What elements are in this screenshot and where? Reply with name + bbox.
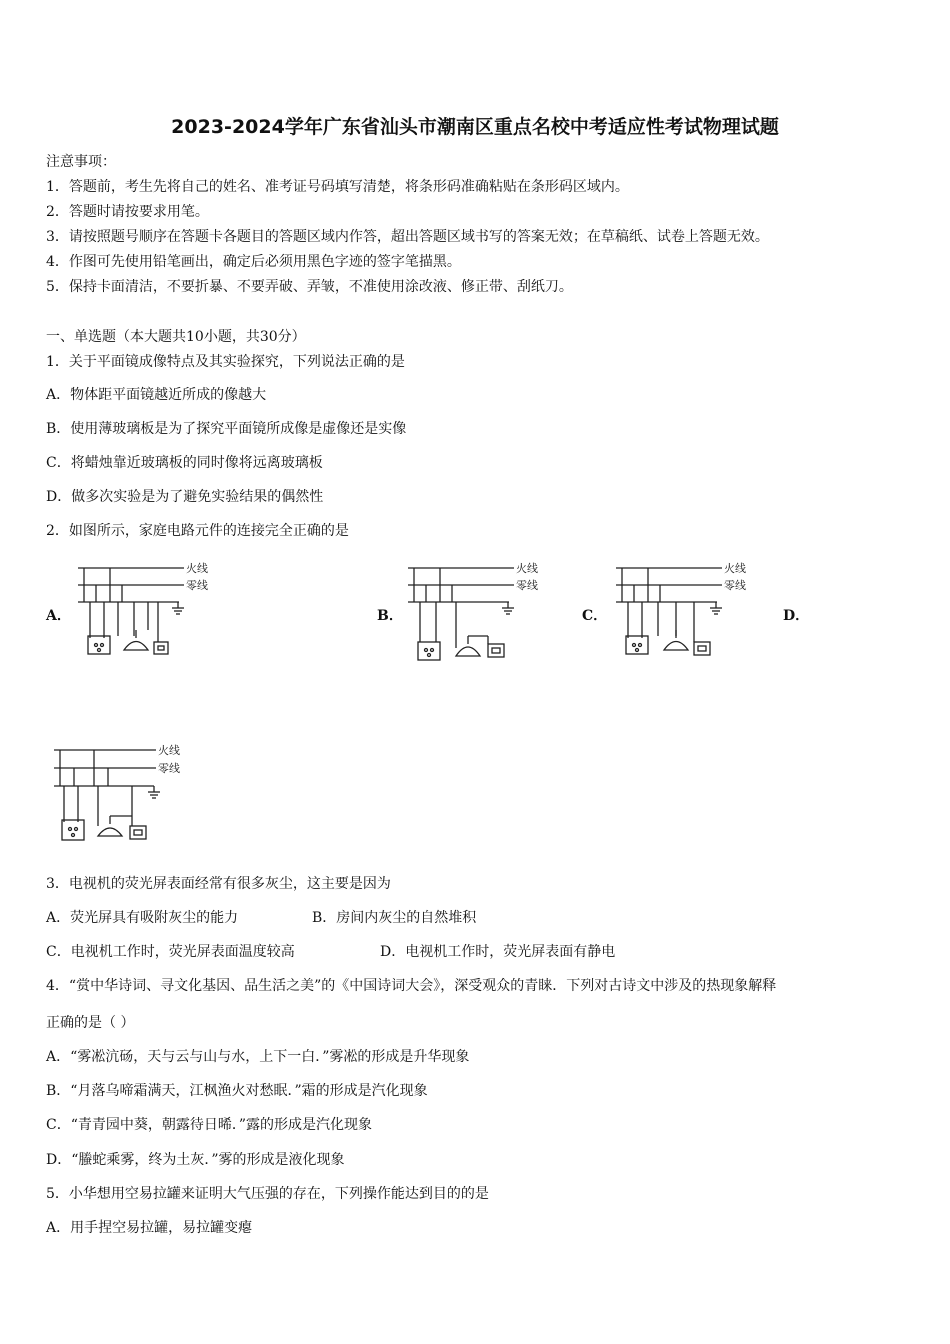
circuit-diagram-c	[612, 558, 762, 663]
q3-stem: 3．电视机的荧光屏表面经常有很多灰尘，这主要是因为	[46, 876, 391, 892]
notice-item-3: 3．请按照题号顺序在答题卡各题目的答题区域内作答，超出答题区域书写的答案无效；在草稿纸、试卷上答题无效。	[46, 229, 769, 245]
q2-label-d: D．	[783, 608, 810, 624]
neutral-wire-label: 零线	[516, 579, 538, 592]
q1-option-b: B．使用薄玻璃板是为了探究平面镜所成像是虚像还是实像	[46, 421, 407, 437]
q1-option-d: D．做多次实验是为了避免实验结果的偶然性	[46, 489, 324, 505]
section-heading: 一、单选题（本大题共10小题，共30分）	[46, 329, 306, 345]
notice-item-2: 2．答题时请按要求用笔。	[46, 204, 209, 220]
q4-stem-line-2: 正确的是（ ）	[46, 1015, 135, 1031]
q1-option-a: A．物体距平面镜越近所成的像越大	[46, 387, 267, 403]
q1-stem: 1．关于平面镜成像特点及其实验探究，下列说法正确的是	[46, 354, 405, 370]
q5-option-a: A．用手捏空易拉罐，易拉罐变瘪	[46, 1220, 253, 1236]
neutral-wire-label: 零线	[186, 579, 208, 592]
q2-label-c: C．	[582, 608, 608, 624]
notice-item-5: 5．保持卡面清洁，不要折暴、不要弄破、弄皱，不准使用涂改液、修正带、刮纸刀。	[46, 279, 573, 295]
q5-stem: 5．小华想用空易拉罐来证明大气压强的存在，下列操作能达到目的的是	[46, 1186, 489, 1202]
live-wire-label: 火线	[724, 562, 746, 575]
live-wire-label: 火线	[186, 562, 208, 575]
q3-option-b: B．房间内灰尘的自然堆积	[312, 910, 477, 926]
live-wire-label: 火线	[158, 744, 180, 757]
q4-option-d: D．“螣蛇乘雾，终为土灰．”雾的形成是液化现象	[46, 1152, 345, 1168]
circuit-diagram-a	[74, 558, 224, 663]
q3-option-a: A．荧光屏具有吸附灰尘的能力	[46, 910, 239, 926]
neutral-wire-label: 零线	[724, 579, 746, 592]
q2-stem: 2．如图所示，家庭电路元件的连接完全正确的是	[46, 523, 349, 539]
circuit-diagram-d	[50, 740, 200, 845]
q3-option-c: C．电视机工作时，荧光屏表面温度较高	[46, 944, 295, 960]
q3-option-d: D．电视机工作时，荧光屏表面有静电	[380, 944, 616, 960]
neutral-wire-label: 零线	[158, 762, 180, 775]
q2-label-b: B．	[377, 608, 403, 624]
notice-item-4: 4．作图可先使用铅笔画出，确定后必须用黑色字迹的签字笔描黑。	[46, 254, 461, 270]
q4-option-a: A．“雾凇沆砀，天与云与山与水，上下一白．”雾凇的形成是升华现象	[46, 1049, 470, 1065]
q4-option-b: B．“月落乌啼霜满天，江枫渔火对愁眠．”霜的形成是汽化现象	[46, 1083, 428, 1099]
q4-option-c: C．“青青园中葵，朝露待日晞．”露的形成是汽化现象	[46, 1117, 373, 1133]
q1-option-c: C．将蜡烛靠近玻璃板的同时像将远离玻璃板	[46, 455, 323, 471]
page-title: 2023-2024学年广东省汕头市潮南区重点名校中考适应性考试物理试题	[171, 116, 779, 138]
notice-heading: 注意事项：	[46, 154, 116, 170]
circuit-diagram-b	[404, 558, 554, 663]
q4-stem-line-1: 4．“赏中华诗词、寻文化基因、品生活之美”的《中国诗词大会》，深受观众的青睐．下列对古诗文中涉及的热现象解释	[46, 978, 777, 994]
live-wire-label: 火线	[516, 562, 538, 575]
q2-label-a: A．	[46, 608, 71, 624]
notice-item-1: 1．答题前，考生先将自己的姓名、准考证号码填写清楚，将条形码准确粘贴在条形码区域内。	[46, 179, 629, 195]
